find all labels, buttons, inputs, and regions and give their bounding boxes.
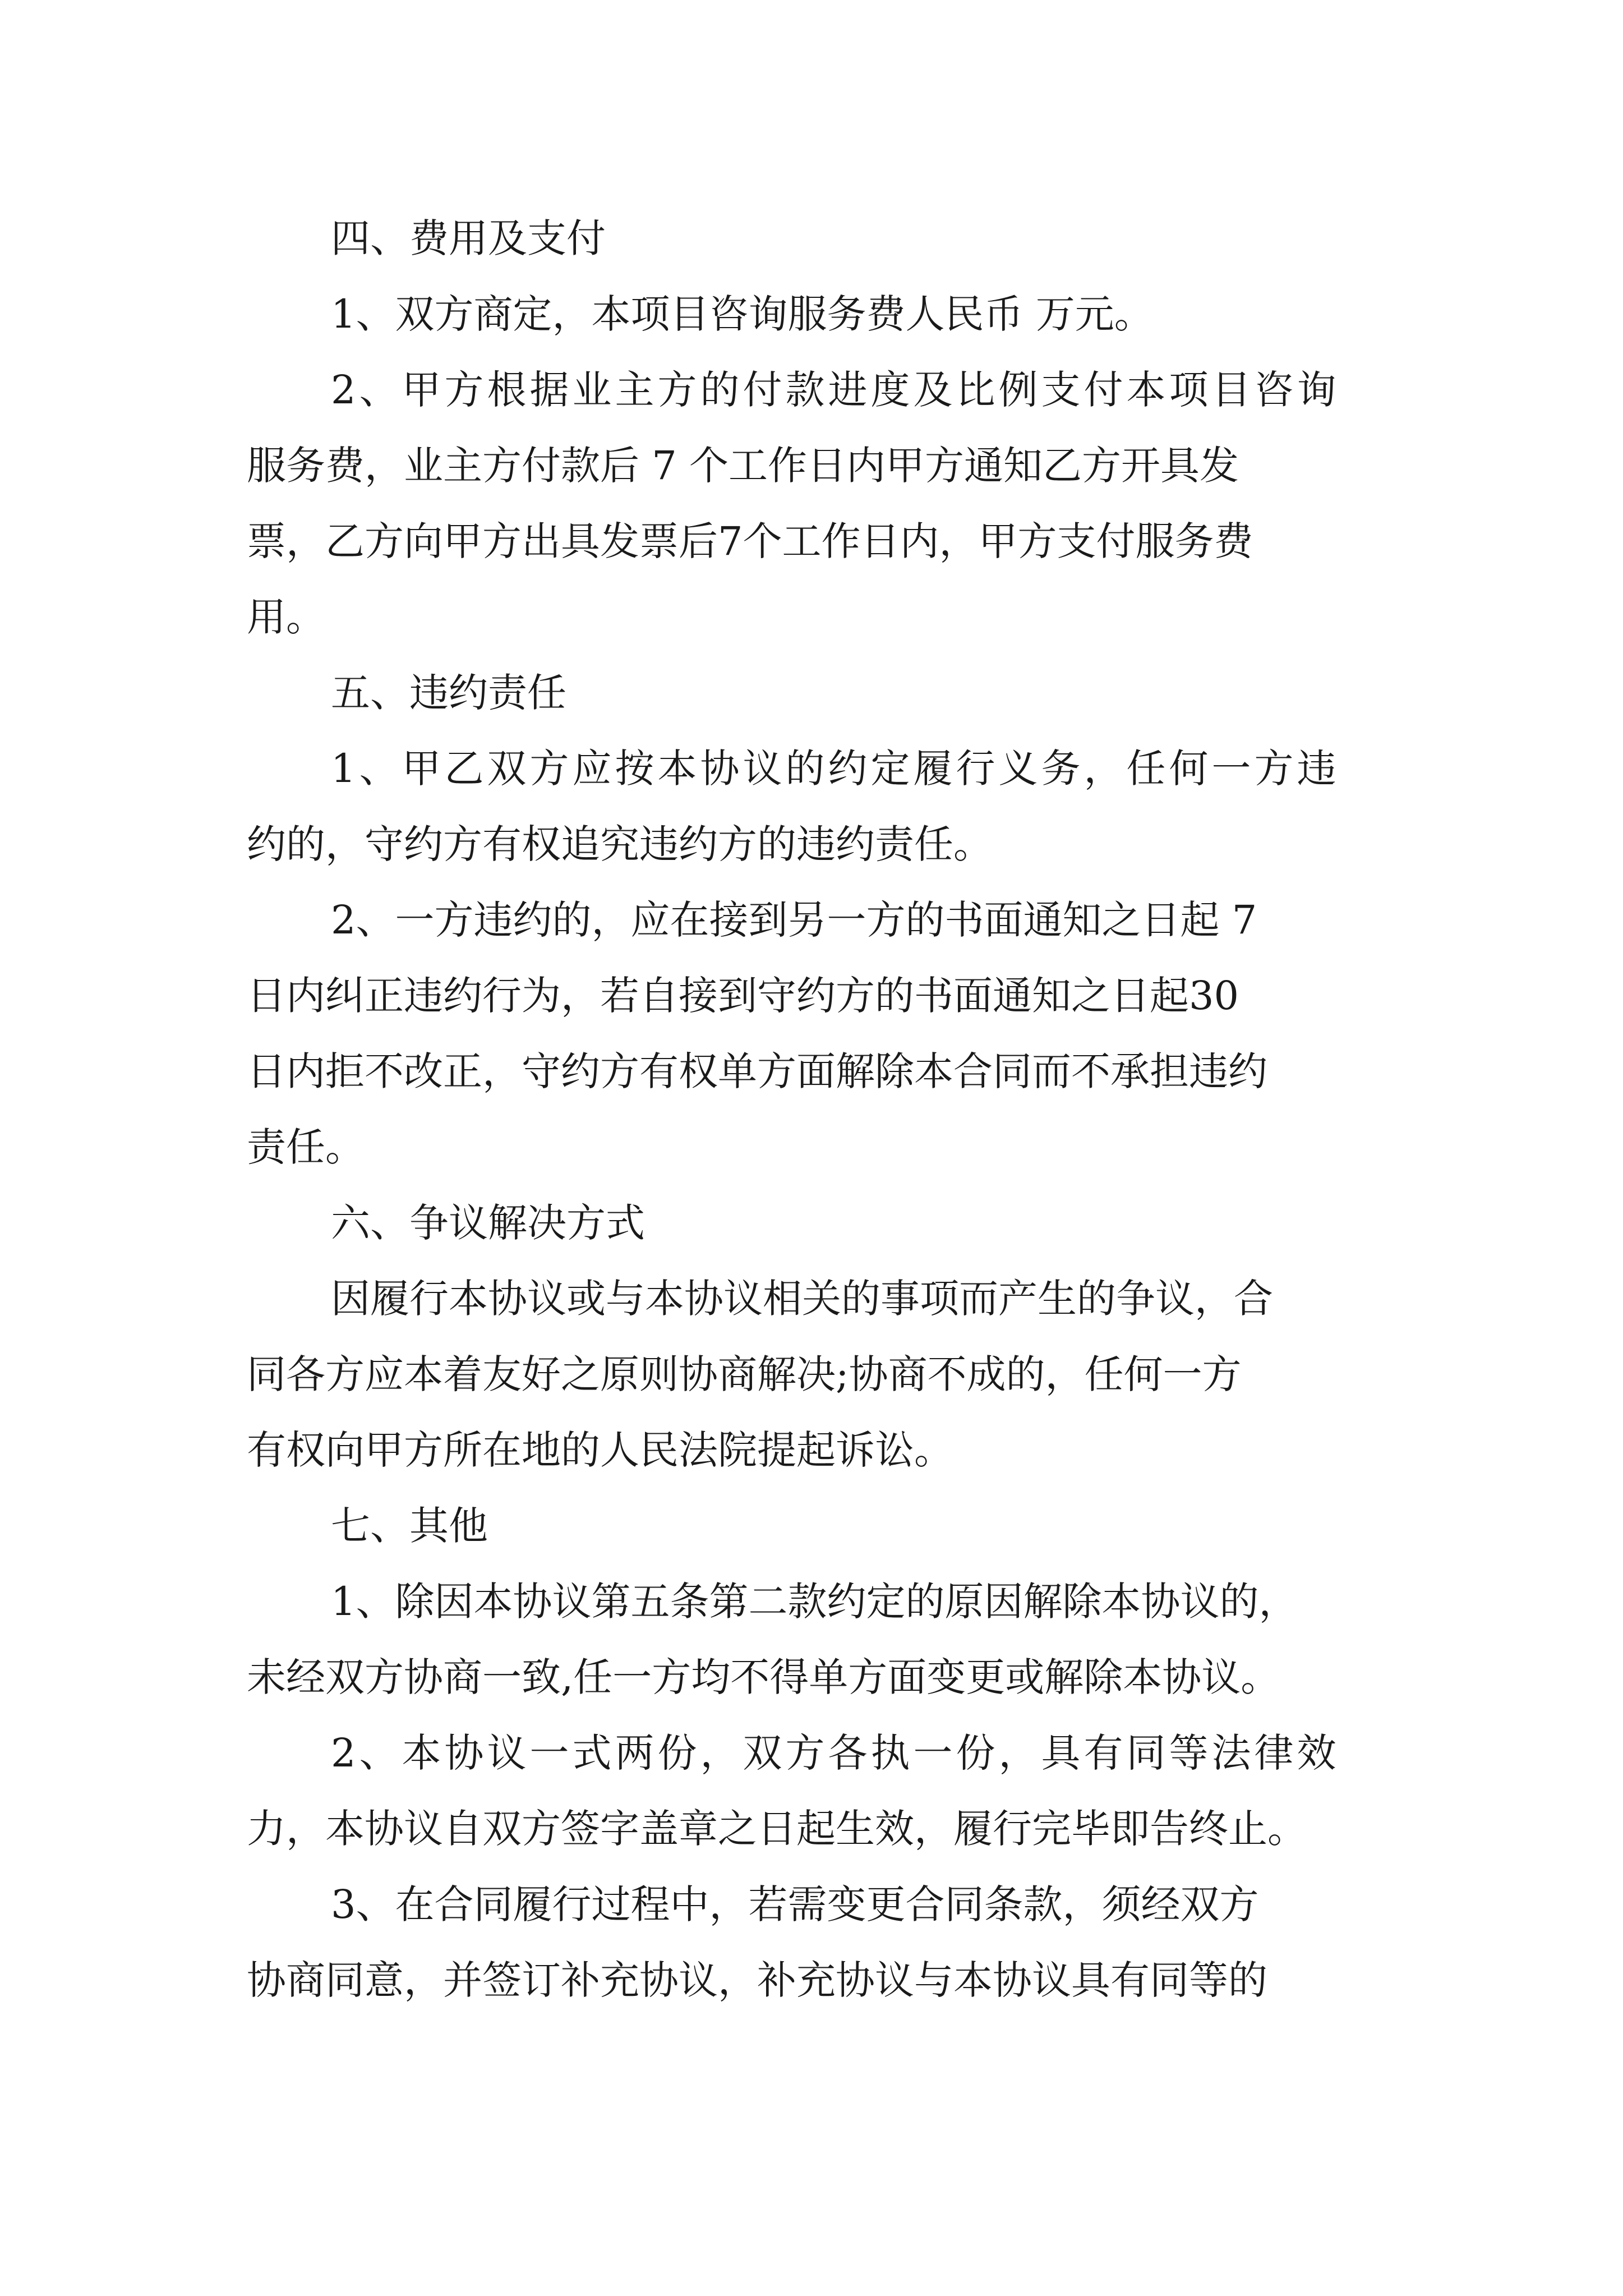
heading-fees-payment: 四、费用及支付 [331, 215, 606, 261]
paragraph-line: 2、本协议一式两份，双方各执一份，具有同等法律效 [331, 1730, 1340, 1776]
paragraph-line: 未经双方协商一致,任一方均不得单方面变更或解除本协议。 [247, 1654, 1280, 1700]
paragraph-line: 2、甲方根据业主方的付款进度及比例支付本项目咨询 [331, 367, 1340, 413]
paragraph-line: 用。 [247, 594, 325, 640]
paragraph-line: 1、甲乙双方应按本协议的约定履行义务，任何一方违 [331, 746, 1340, 792]
paragraph-line: 2、一方违约的，应在接到另一方的书面通知之日起 7 [331, 897, 1257, 943]
paragraph-line: 票，乙方向甲方出具发票后7个工作日内，甲方支付服务费 [247, 518, 1253, 564]
paragraph-line: 日内拒不改正，守约方有权单方面解除本合同而不承担违约 [247, 1048, 1267, 1094]
paragraph-line: 力，本协议自双方签字盖章之日起生效，履行完毕即告终止。 [247, 1806, 1307, 1852]
paragraph-line: 约的，守约方有权追究违约方的违约责任。 [247, 821, 993, 867]
paragraph-line: 同各方应本着友好之原则协商解决;协商不成的，任何一方 [247, 1351, 1242, 1397]
paragraph-line: 协商同意，并签订补充协议，补充协议与本协议具有同等的 [247, 1957, 1267, 2003]
paragraph-line: 有权向甲方所在地的人民法院提起诉讼。 [247, 1427, 953, 1473]
paragraph-line: 1、除因本协议第五条第二款约定的原因解除本协议的， [331, 1579, 1298, 1625]
paragraph-line: 日内纠正违约行为，若自接到守约方的书面通知之日起30 [247, 973, 1239, 1019]
heading-dispute-resolution: 六、争议解决方式 [331, 1200, 645, 1246]
paragraph-line: 服务费，业主方付款后 7 个工作日内甲方通知乙方开具发 [247, 443, 1239, 489]
heading-other: 七、其他 [331, 1503, 488, 1549]
paragraph-line: 1、双方商定，本项目咨询服务费人民币 万元。 [331, 291, 1154, 337]
paragraph-line: 因履行本协议或与本协议相关的事项而产生的争议，合 [331, 1276, 1273, 1322]
paragraph-line: 责任。 [247, 1124, 365, 1170]
heading-breach-liability: 五、违约责任 [331, 670, 566, 716]
paragraph-line: 3、在合同履行过程中，若需变更合同条款，须经双方 [331, 1881, 1259, 1927]
